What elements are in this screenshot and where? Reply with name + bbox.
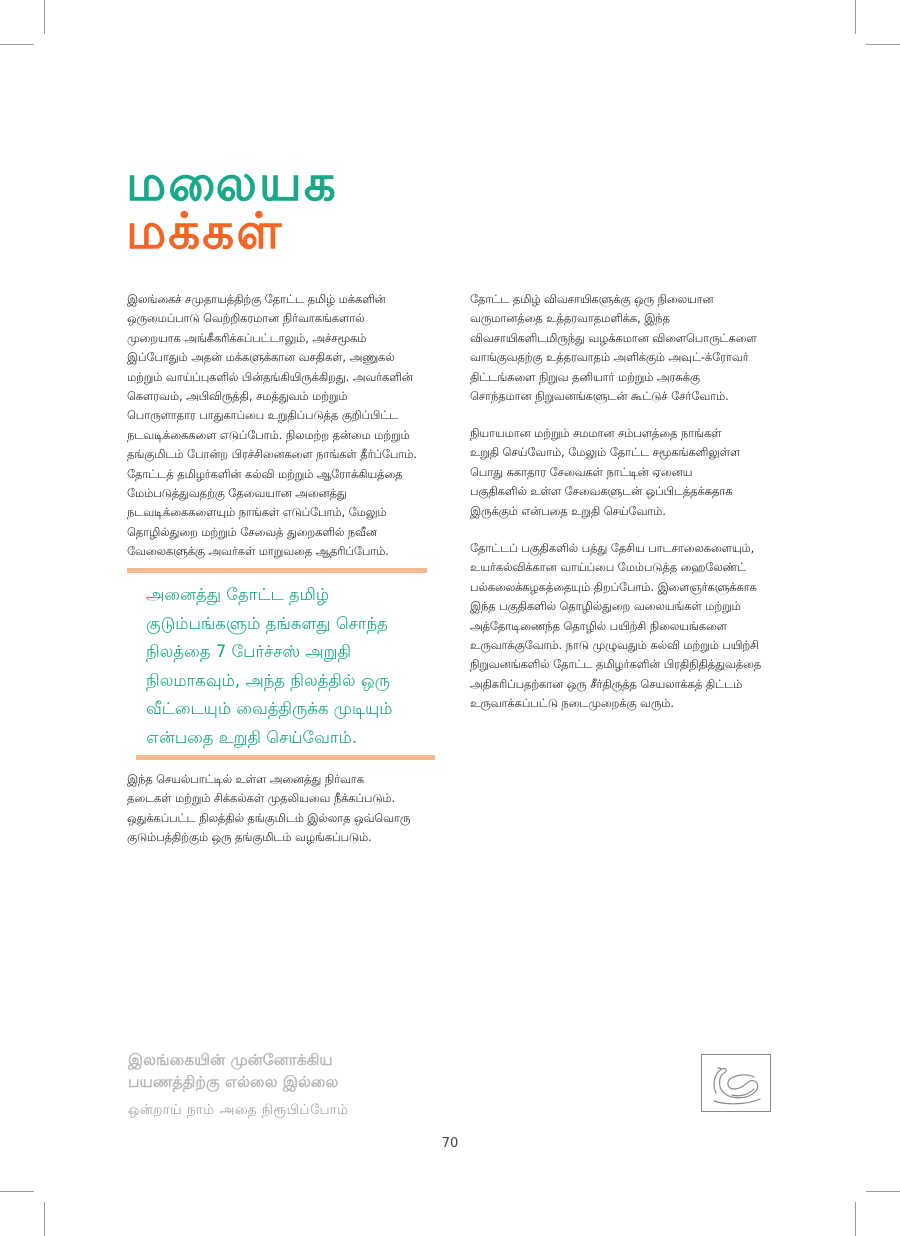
text-line: வாங்குவதற்கு உத்தரவாதம் அளிக்கும் அவுட்-க்ரோவர் bbox=[470, 351, 749, 365]
text-line: அத்தோடிணைந்த தொழில் பயிற்சி நிலையங்களை bbox=[470, 619, 727, 633]
page-title-line1: மலையக bbox=[126, 154, 338, 212]
crop-mark bbox=[855, 1202, 856, 1236]
text-line: தொழில்துறை மற்றும் சேவைத் துறைகளில் நவீன bbox=[127, 525, 377, 539]
quote-line: என்பதை உறுதி செய்வோம். bbox=[146, 727, 358, 747]
footer-slogan-line1: இலங்கையின் முன்னோக்கிய bbox=[128, 1051, 333, 1069]
text-line: பல்கலைக்கழகத்தையும் திறப்போம். இளைஞர்களுக்காக bbox=[470, 580, 757, 594]
text-line: மற்றும் வாய்ப்புகளில் பின்தங்கியிருக்கிறது. அவர்களின் bbox=[127, 370, 413, 384]
text-line: உயர்கல்விக்கான வாய்ப்பை மேம்படுத்த ஹைலேண்ட் bbox=[470, 561, 746, 575]
text-line: நடவடிக்கைகளை எடுப்போம். நிலமற்ற தன்மை மற்றும் bbox=[127, 428, 410, 442]
text-line: இந்த பகுதிகளில் தொழில்துறை வலையங்கள் மற்றும் bbox=[470, 600, 741, 614]
text-line: இந்த செயல்பாட்டில் உள்ள அனைத்து நிர்வாக bbox=[127, 773, 364, 786]
text-line: பொது சுகாதார சேவைகள் நாட்டின் ஏனைய bbox=[470, 465, 693, 479]
quote-line: நிலமாகவும், அந்த நிலத்தில் ஒரு bbox=[146, 670, 390, 690]
right-paragraph-1 bbox=[470, 290, 776, 406]
text-line: கௌரவம், அபிவிருத்தி, சமத்துவம் மற்றும் bbox=[127, 390, 348, 404]
text-line: அதிகரிப்பதற்கான ஒரு சீர்திருத்த செயலாக்கத் திட்டம் bbox=[470, 677, 743, 691]
left-paragraph-1 bbox=[127, 290, 433, 562]
quote-line: அனைத்து தோட்ட தமிழ் bbox=[146, 585, 330, 604]
text-line: பொருளாதார பாதுகாப்பை உறுதிப்படுத்த குறிப்பிட்ட bbox=[127, 409, 399, 423]
text-line: தோட்டப் பகுதிகளில் பத்து தேசிய பாடசாலைகளையும், bbox=[470, 542, 755, 555]
text-line: நிறுவனங்களில் தோட்ட தமிழர்களின் பிரதிநிதித்துவத்தை bbox=[470, 658, 762, 672]
text-line: தோட்டத் தமிழர்களின் கல்வி மற்றும் ஆரோக்கியத்தை bbox=[127, 467, 403, 481]
text-line: தங்குமிடம் போன்ற பிரச்சினைகளை நாங்கள் தீர்ப்போம். bbox=[127, 448, 417, 462]
page-number: 70 bbox=[441, 1136, 459, 1151]
text-line: விவசாயிகளிடமிருந்து வழக்கமான விளைபொருட்களை bbox=[470, 331, 757, 345]
pull-quote-top-rule bbox=[127, 568, 427, 573]
crop-mark bbox=[44, 0, 45, 34]
crop-mark bbox=[44, 1202, 45, 1236]
right-paragraph-3 bbox=[470, 539, 776, 714]
crop-mark bbox=[866, 1191, 900, 1192]
text-line: பகுதிகளில் உள்ள சேவைகளுடன் ஒப்பிடத்தக்கதாக bbox=[470, 485, 733, 499]
text-line: ஒருமைப்பாடு வெற்றிகரமான நிர்வாகங்களால் bbox=[127, 312, 365, 326]
pull-quote-bottom-rule bbox=[136, 755, 435, 760]
left-paragraph-2 bbox=[127, 770, 433, 848]
text-line: சொந்தமான நிறுவனங்களுடன் கூட்டுச் சேர்வோம். bbox=[470, 390, 729, 404]
quote-line: குடும்பங்களும் தங்களது சொந்த bbox=[146, 613, 388, 633]
swan-icon bbox=[701, 1054, 771, 1112]
text-line: உருவாக்கப்பட்டு நடைமுறைக்கு வரும். bbox=[470, 697, 674, 711]
crop-mark bbox=[866, 44, 900, 45]
page-title-line2: மக்கள் bbox=[126, 202, 284, 260]
text-line: உறுதி செய்வோம், மேலும் தோட்ட சமூகங்களிலுள்ள bbox=[470, 446, 741, 460]
crop-mark bbox=[855, 0, 856, 34]
right-paragraph-2 bbox=[470, 424, 776, 521]
crop-mark bbox=[0, 1191, 34, 1192]
swan-icon-graphic bbox=[702, 1055, 770, 1111]
text-line: முறையாக அங்கீகரிக்கப்பட்டாலும், அச்சமூகம் bbox=[127, 331, 367, 345]
footer-subtitle: ஒன்றாய் நாம் அதை நிரூபிப்போம் bbox=[128, 1102, 349, 1118]
text-line: தோட்ட தமிழ் விவசாயிகளுக்கு ஒரு நிலையான bbox=[470, 293, 714, 306]
text-line: நியாயமான மற்றும் சமமான சம்பளத்தை நாங்கள் bbox=[470, 427, 722, 440]
text-line: நடவடிக்கைகளையும் நாங்கள் எடுப்போம், மேலும் bbox=[127, 506, 387, 520]
text-line: வருமானத்தை உத்தரவாதமளிக்க, இந்த bbox=[470, 312, 670, 326]
text-line: வேலைகளுக்கு அவர்கள் மாறுவதை ஆதரிப்போம். bbox=[127, 545, 389, 559]
quote-line: வீட்டையும் வைத்திருக்க முடியும் bbox=[146, 699, 393, 719]
text-line: ஒதுக்கப்பட்ட நிலத்தில் தங்குமிடம் இல்லாத ஒவ்வொரு bbox=[127, 811, 411, 825]
quote-line: நிலத்தை 7 பேர்ச்சஸ் அறுதி bbox=[146, 642, 351, 662]
text-line: உருவாக்குவோம். நாடு முழுவதும் கல்வி மற்றும் பயிற்சி bbox=[470, 639, 759, 653]
footer-slogan-line2: பயணத்திற்கு எல்லை இல்லை bbox=[128, 1073, 339, 1091]
text-line: திட்டங்களை நிறுவ தனியார் மற்றும் அரசுக்கு bbox=[470, 370, 700, 384]
crop-mark bbox=[0, 44, 34, 45]
text-line: தடைகள் மற்றும் சிக்கல்கள் முதலியவை நீக்கப்படும். bbox=[127, 792, 396, 806]
text-line: குடும்பத்திற்கும் ஒரு தங்குமிடம் வழங்கப்படும். bbox=[127, 831, 372, 845]
text-line: இலங்கைச் சமுதாயத்திற்கு தோட்ட தமிழ் மக்களின் bbox=[127, 293, 386, 306]
text-line: இருக்கும் என்பதை உறுதி செய்வோம். bbox=[470, 504, 666, 518]
text-line: இப்போதும் அதன் மக்களுக்கான வசதிகள், அணுகல் bbox=[127, 351, 395, 365]
text-line: மேம்படுத்துவதற்கு தேவையான அனைத்து bbox=[127, 487, 347, 501]
pull-quote bbox=[146, 581, 418, 753]
